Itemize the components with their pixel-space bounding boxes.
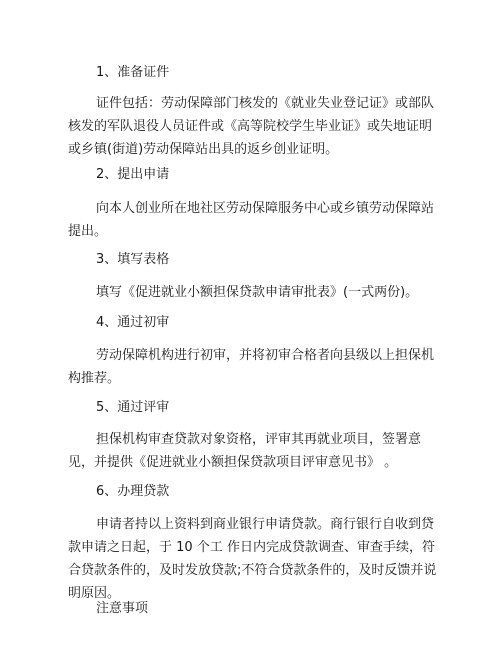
section-3-body: 填写《促进就业小额担保贷款申请审批表》(一式两份)。 — [96, 285, 419, 300]
section-2-body: 向本人创业所在地社区劳动保障服务中心或乡镇劳动保障站提出。 — [68, 201, 435, 239]
section-2-heading: 2、提出申请 — [96, 167, 170, 182]
section-5-heading: 5、通过评审 — [96, 400, 170, 415]
section-1-heading: 1、准备证件 — [96, 65, 170, 80]
section-6-body: 申请者持以上资料到商业银行申请贷款。商行银行自收到贷款申请之日起，于 10 个工 作日内完成贷款调查、审查手续，符合贷款条件的，及时发放贷款;不符合贷款条件的，及时反馈并说明原因。 — [68, 517, 437, 601]
section-3-heading: 3、填写表格 — [96, 252, 170, 267]
notes-heading: 注意事项 — [96, 601, 149, 616]
section-4-heading: 4、通过初审 — [96, 315, 170, 330]
section-6-heading: 6、办理贷款 — [96, 484, 170, 499]
section-4-body: 劳动保障机构进行初审，并将初审合格者向县级以上担保机构推荐。 — [68, 348, 435, 386]
section-5-body: 担保机构审查贷款对象资格，评审其再就业项目，签署意见，并提供《促进就业小额担保贷款项目评审意见书》 。 — [68, 432, 422, 470]
section-1-body: 证件包括：劳动保障部门核发的《就业失业登记证》或部队核发的军队退役人员证件或《高等院校学生毕业证》或失地证明或乡镇(街道)劳动保障站出具的返乡创业证明。 — [68, 96, 435, 157]
